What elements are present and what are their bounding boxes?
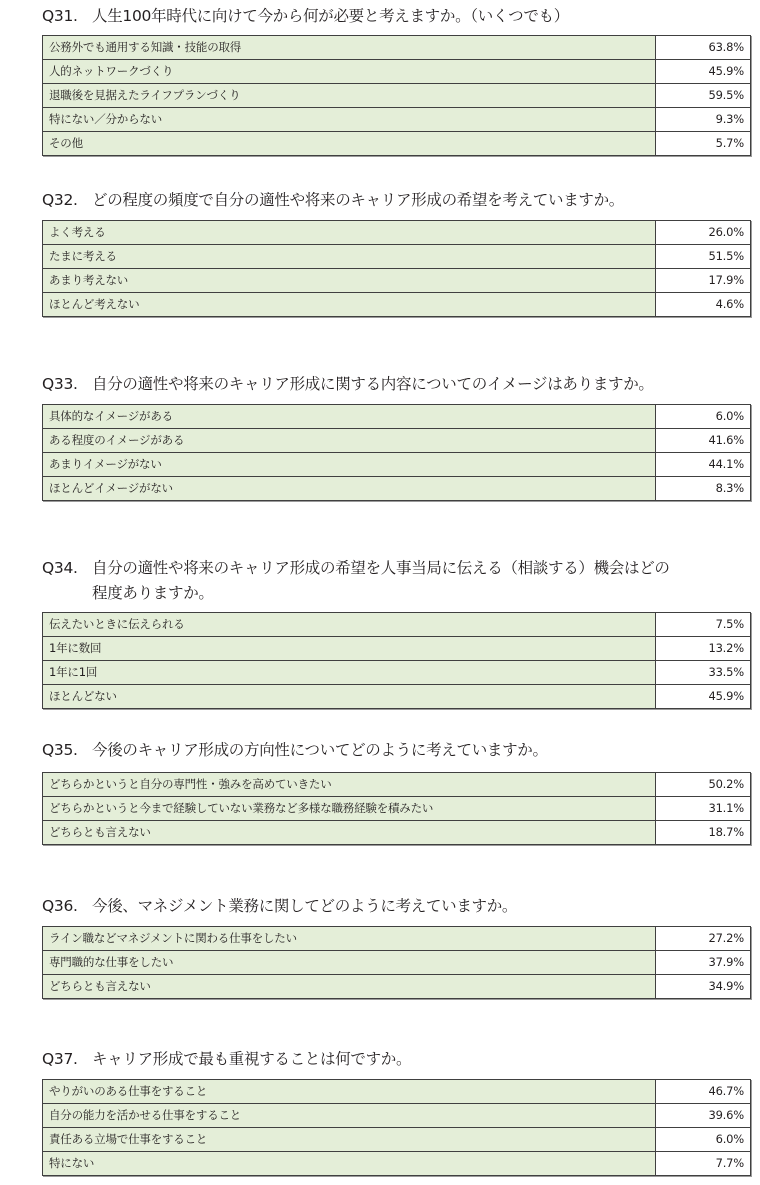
answer-label: 専門職的な仕事をしたい (43, 951, 656, 975)
table-row (43, 477, 751, 501)
answer-table-q35 (42, 772, 751, 845)
answer-label: ほとんど考えない (43, 293, 656, 317)
answer-value: 51.5% (656, 245, 751, 269)
question-title-q34 (42, 556, 752, 606)
table-row (43, 1080, 751, 1104)
answer-value: 13.2% (656, 637, 751, 661)
answer-value: 8.3% (656, 477, 751, 501)
question-number: Q35. (42, 741, 78, 759)
question-title-q33 (42, 372, 752, 397)
question-number: Q31. (42, 7, 78, 25)
answer-label: 特にない／分からない (43, 108, 656, 132)
answer-value: 26.0% (656, 221, 751, 245)
question-text: 今後のキャリア形成の方向性についてどのように考えていますか。 (92, 741, 548, 759)
table-row (43, 293, 751, 317)
answer-label: どちらとも言えない (43, 821, 656, 845)
answer-label: その他 (43, 132, 656, 156)
answer-value: 4.6% (656, 293, 751, 317)
table-row (43, 951, 751, 975)
answer-label: ほとんどイメージがない (43, 477, 656, 501)
answer-label: 具体的なイメージがある (43, 405, 656, 429)
table-row (43, 661, 751, 685)
answer-value: 45.9% (656, 60, 751, 84)
answer-table-q31 (42, 35, 751, 156)
answer-label: どちらかというと今まで経験していない業務など多様な職務経験を積みたい (43, 797, 656, 821)
table-row (43, 797, 751, 821)
table-row (43, 927, 751, 951)
question-text: 自分の適性や将来のキャリア形成に関する内容についてのイメージはありますか。 (92, 375, 654, 393)
table-row (43, 1104, 751, 1128)
answer-value: 37.9% (656, 951, 751, 975)
answer-label: 伝えたいときに伝えられる (43, 613, 656, 637)
table-row (43, 405, 751, 429)
table-row (43, 84, 751, 108)
question-number: Q34. (42, 559, 78, 577)
answer-value: 46.7% (656, 1080, 751, 1104)
answer-value: 6.0% (656, 405, 751, 429)
question-number: Q37. (42, 1050, 78, 1068)
answer-label: 自分の能力を活かせる仕事をすること (43, 1104, 656, 1128)
answer-label: あまり考えない (43, 269, 656, 293)
answer-value: 33.5% (656, 661, 751, 685)
answer-value: 63.8% (656, 36, 751, 60)
answer-label: よく考える (43, 221, 656, 245)
question-text: 人生100年時代に向けて今から何が必要と考えますか。（いくつでも） (92, 7, 569, 25)
table-row (43, 685, 751, 709)
table-row (43, 1128, 751, 1152)
answer-label: ライン職などマネジメントに関わる仕事をしたい (43, 927, 656, 951)
answer-label: ほとんどない (43, 685, 656, 709)
question-title-q36 (42, 894, 752, 919)
answer-value: 44.1% (656, 453, 751, 477)
table-row (43, 975, 751, 999)
answer-value: 59.5% (656, 84, 751, 108)
answer-value: 6.0% (656, 1128, 751, 1152)
question-number: Q33. (42, 375, 78, 393)
question-text-continued: 程度ありますか。 (92, 584, 214, 602)
table-row (43, 132, 751, 156)
answer-value: 7.7% (656, 1152, 751, 1176)
answer-label: 1年に1回 (43, 661, 656, 685)
table-row (43, 453, 751, 477)
table-row (43, 637, 751, 661)
table-row (43, 245, 751, 269)
answer-label: どちらとも言えない (43, 975, 656, 999)
answer-value: 50.2% (656, 773, 751, 797)
question-text: どの程度の頻度で自分の適性や将来のキャリア形成の希望を考えていますか。 (92, 191, 625, 209)
table-row (43, 269, 751, 293)
answer-label: あまりイメージがない (43, 453, 656, 477)
answer-label: 特にない (43, 1152, 656, 1176)
table-row (43, 773, 751, 797)
table-row (43, 1152, 751, 1176)
table-row (43, 821, 751, 845)
answer-value: 18.7% (656, 821, 751, 845)
answer-value: 5.7% (656, 132, 751, 156)
table-row (43, 429, 751, 453)
question-title-q32 (42, 188, 752, 213)
table-row (43, 221, 751, 245)
answer-label: たまに考える (43, 245, 656, 269)
answer-label: 公務外でも通用する知識・技能の取得 (43, 36, 656, 60)
answer-table-q37 (42, 1079, 751, 1176)
question-title-q31 (42, 4, 752, 29)
answer-value: 39.6% (656, 1104, 751, 1128)
question-text: 今後、マネジメント業務に関してどのように考えていますか。 (92, 897, 518, 915)
answer-table-q32 (42, 220, 751, 317)
question-text: 自分の適性や将来のキャリア形成の希望を人事当局に伝える（相談する）機会はどの (92, 559, 670, 577)
answer-value: 27.2% (656, 927, 751, 951)
answer-value: 31.1% (656, 797, 751, 821)
answer-table-q34 (42, 612, 751, 709)
answer-table-q33 (42, 404, 751, 501)
answer-value: 17.9% (656, 269, 751, 293)
answer-value: 45.9% (656, 685, 751, 709)
question-number: Q32. (42, 191, 78, 209)
table-row (43, 613, 751, 637)
table-row (43, 60, 751, 84)
table-row (43, 36, 751, 60)
answer-label: どちらかというと自分の専門性・強みを高めていきたい (43, 773, 656, 797)
answer-value: 34.9% (656, 975, 751, 999)
answer-value: 41.6% (656, 429, 751, 453)
answer-label: 人的ネットワークづくり (43, 60, 656, 84)
answer-value: 9.3% (656, 108, 751, 132)
question-number: Q36. (42, 897, 78, 915)
question-title-q37 (42, 1047, 752, 1072)
answer-value: 7.5% (656, 613, 751, 637)
question-text: キャリア形成で最も重視することは何ですか。 (92, 1050, 412, 1068)
answer-label: 責任ある立場で仕事をすること (43, 1128, 656, 1152)
answer-label: 退職後を見据えたライフプランづくり (43, 84, 656, 108)
answer-label: 1年に数回 (43, 637, 656, 661)
answer-label: やりがいのある仕事をすること (43, 1080, 656, 1104)
answer-label: ある程度のイメージがある (43, 429, 656, 453)
answer-table-q36 (42, 926, 751, 999)
table-row (43, 108, 751, 132)
question-title-q35 (42, 738, 752, 763)
